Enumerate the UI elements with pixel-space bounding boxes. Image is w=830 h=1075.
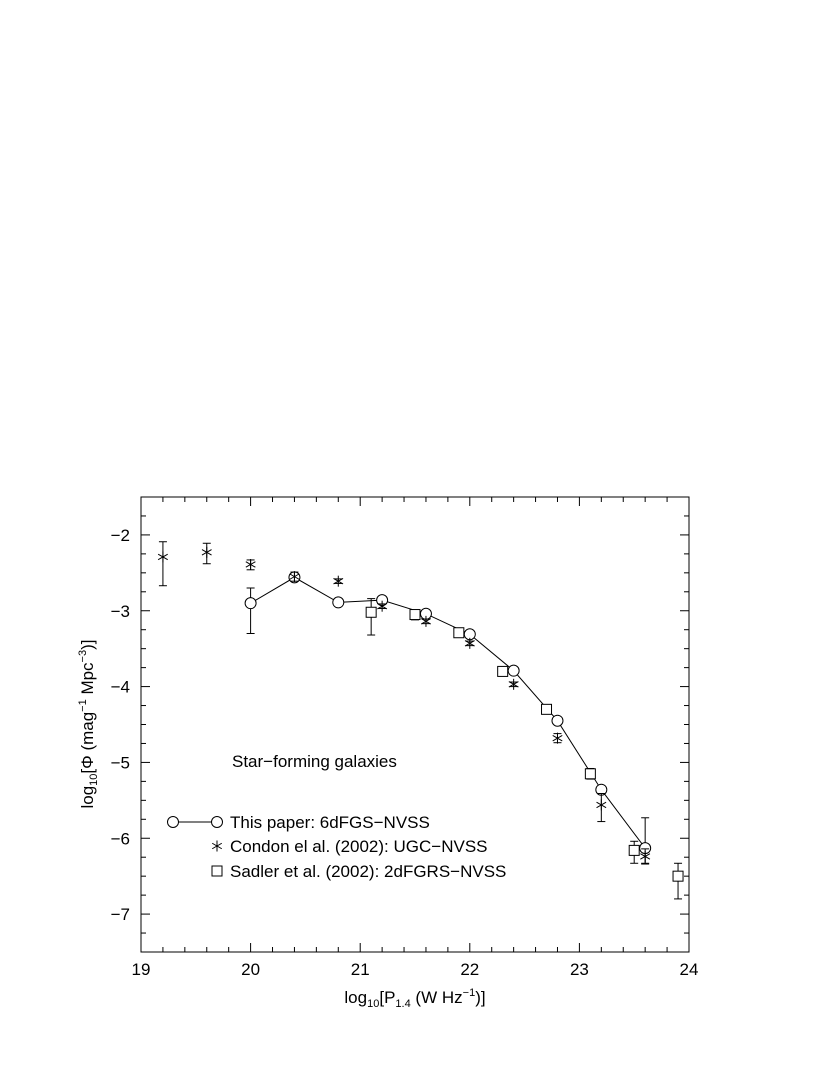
square-marker: [542, 704, 552, 714]
y-tick-label: −7: [110, 905, 130, 925]
x-tick-label: 20: [241, 960, 261, 979]
y-axis-label: $\log_{10}[\Phi$ (mag$^{-1}$ Mpc$^{-3}$)]: [77, 639, 100, 809]
circle-marker: [552, 715, 563, 726]
circle-marker: [212, 817, 223, 828]
y-tick-label: −3: [110, 601, 130, 621]
square-marker: [673, 871, 683, 881]
series-line: [251, 577, 646, 848]
x-tick-label: 24: [679, 960, 699, 979]
error-bar: [247, 588, 255, 634]
asterisk-marker: [465, 638, 475, 649]
axis-ticks: [141, 497, 689, 952]
y-tick-label: −2: [110, 525, 130, 545]
circle-marker: [333, 597, 344, 608]
legend-label: Condon el al. (2002): UGC−NVSS: [230, 837, 488, 856]
asterisk-marker: [246, 559, 256, 570]
legend: [168, 813, 507, 881]
tick-labels: [111, 526, 699, 979]
asterisk-marker: [333, 576, 343, 587]
x-axis-label: $\log_{10}[P_{1.4}$ (W $Hz^{-1}$)]: [344, 987, 486, 1010]
asterisk-marker: [597, 799, 607, 810]
y-tick-label: −5: [110, 753, 130, 773]
x-tick-label: 19: [131, 960, 151, 979]
legend-item: [212, 837, 487, 856]
legend-label: Sadler et al. (2002): 2dFGRS−NVSS: [230, 862, 507, 881]
plot-frame: [141, 497, 689, 952]
asterisk-marker: [202, 547, 212, 558]
square-marker: [366, 607, 376, 617]
square-marker: [498, 666, 508, 676]
square-marker: [585, 769, 595, 779]
square-marker: [629, 845, 639, 855]
asterisk-marker: [158, 551, 168, 562]
legend-label: This paper: 6dFGS−NVSS: [230, 813, 430, 832]
x-tick-label: 22: [460, 960, 480, 979]
x-tick-label: 21: [350, 960, 370, 979]
error-bar: [159, 542, 167, 586]
legend-item: [212, 862, 506, 881]
circle-marker: [168, 817, 179, 828]
square-marker: [454, 628, 464, 638]
y-tick-label: −6: [110, 829, 130, 849]
circle-marker: [508, 665, 519, 676]
square-marker: [410, 610, 420, 620]
annotation-text: Star−forming galaxies: [232, 752, 397, 771]
square-marker: [212, 866, 222, 876]
asterisk-marker: [509, 679, 519, 690]
asterisk-marker: [212, 841, 222, 852]
x-tick-label: 23: [569, 960, 589, 979]
legend-item: [168, 813, 430, 832]
circle-marker: [245, 598, 256, 609]
asterisk-marker: [553, 733, 563, 744]
y-tick-label: −4: [110, 677, 130, 697]
